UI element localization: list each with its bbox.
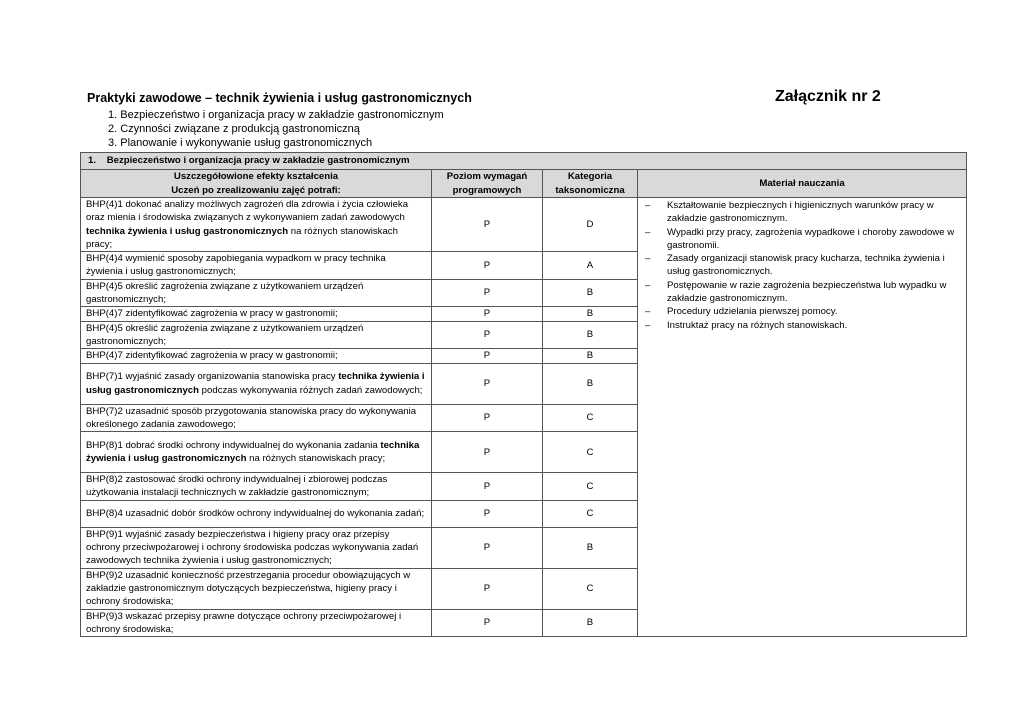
toc-item: 3. Planowanie i wykonywanie usług gastronomicznych <box>108 137 373 150</box>
effect-text-end: na różnych stanowiskach pracy; <box>86 225 398 250</box>
level-cell: P <box>432 473 543 501</box>
col-header-level-line2: programowych <box>452 184 522 196</box>
category-cell: B <box>543 321 638 349</box>
col-header-level <box>432 170 543 198</box>
level-cell: P <box>432 307 543 321</box>
category-cell: A <box>543 252 638 280</box>
effect-text: BHP(7)2 uzasadnić sposób przygotowania stanowiska pracy do wykonywania określonego zadania zawodowego; <box>86 405 417 430</box>
col-header-effects-line2: Uczeń po zrealizowaniu zajęć potrafi: <box>171 184 341 196</box>
material-item: – Wypadki przy pracy, zagrożenia wypadkowe i choroby zawodowe w gastronomii. <box>642 226 962 253</box>
category-cell: D <box>543 198 638 252</box>
level-cell: P <box>432 609 543 637</box>
col-header-material: Materiał nauczania <box>638 170 967 198</box>
material-item: – Instruktaż pracy na różnych stanowiskach. <box>642 319 962 332</box>
col-header-category <box>543 170 638 198</box>
level-cell: P <box>432 252 543 280</box>
material-list <box>642 199 962 332</box>
level-cell: P <box>432 568 543 609</box>
effect-cell <box>81 609 432 637</box>
category-cell: B <box>543 609 638 637</box>
level-cell: P <box>432 363 543 404</box>
effect-cell <box>81 252 432 280</box>
effect-cell <box>81 363 432 404</box>
category-cell: B <box>543 279 638 307</box>
col-header-category-line2: taksonomiczna <box>555 184 625 196</box>
effect-cell <box>81 349 432 363</box>
section-title: Bezpieczeństwo i organizacja pracy w zakładzie gastronomicznym <box>106 155 410 167</box>
category-cell: B <box>543 363 638 404</box>
effect-text-end: na różnych stanowiskach pracy; <box>246 453 386 465</box>
effect-text: BHP(9)3 wskazać przepisy prawne dotyczące ochrony przeciwpożarowej i ochrony środowiska; <box>86 610 402 636</box>
effect-text-bold: technika żywienia i usług gastronomicznych <box>86 225 289 237</box>
col-header-effects-line1: Uszczegółowione efekty kształcenia <box>173 171 339 183</box>
effect-text: BHP(4)5 określić zagrożenia związane z użytkowaniem urządzeń gastronomicznych; <box>86 280 364 306</box>
category-cell: C <box>543 404 638 432</box>
material-item: – Procedury udzielania pierwszej pomocy. <box>642 305 962 318</box>
material-cell <box>638 198 967 637</box>
document-title: Praktyki zawodowe – technik żywienia i usług gastronomicznych <box>87 91 472 105</box>
effect-text: BHP(9)1 wyjaśnić zasady bezpieczeństwa i higieny pracy oraz przepisy ochrony przeciwpożarowej i ochrony środowiska podczas wykonywania zadań zawodowych technika żywienia i usług gastronomicznych; <box>86 528 419 567</box>
category-cell: B <box>543 527 638 568</box>
material-item: – Kształtowanie bezpiecznych i higienicznych warunków pracy w zakładzie gastronomicznym. <box>642 199 962 226</box>
effect-text: BHP(8)4 uzasadnić dobór środków ochrony indywidualnej do wykonania zadań; <box>86 508 425 520</box>
effect-text-end: podczas wykonywania różnych zadań zawodowych; <box>199 384 423 396</box>
effect-text: BHP(7)1 wyjaśnić zasady organizowania stanowiska pracy <box>86 371 339 383</box>
effect-text: BHP(8)2 zastosować środki ochrony indywidualnej i zbiorowej podczas użytkowania instalacji technicznych w zakładzie gastronomicznym; <box>86 474 388 499</box>
category-cell: C <box>543 568 638 609</box>
effect-cell <box>81 568 432 609</box>
level-cell: P <box>432 404 543 432</box>
category-cell: C <box>543 432 638 473</box>
level-cell: P <box>432 279 543 307</box>
section-header-row <box>81 153 967 170</box>
effect-text-bold: technika żywienia i usług gastronomicznych <box>86 439 420 465</box>
col-header-level-line1: Poziom wymagań <box>446 171 528 183</box>
effect-text: BHP(9)2 uzasadnić konieczność przestrzegania procedur obowiązujących w zakładzie gastronomicznym dotyczących bezpieczeństwa, higieny pracy i ochrony środowiska; <box>86 569 411 608</box>
category-cell: C <box>543 500 638 527</box>
category-cell: B <box>543 349 638 363</box>
effect-text-bold: technika żywienia i usług gastronomicznych <box>86 371 425 396</box>
table-of-contents <box>108 108 444 151</box>
curriculum-table <box>80 152 967 637</box>
toc-item: 2. Czynności związane z produkcją gastronomiczną <box>108 123 360 136</box>
category-cell: B <box>543 307 638 321</box>
effect-text: BHP(4)7 zidentyfikować zagrożenia w pracy w gastronomii; <box>86 308 338 320</box>
effect-text: BHP(4)7 zidentyfikować zagrożenia w pracy w gastronomii; <box>86 350 338 362</box>
effect-text: BHP(8)1 dobrać środki ochrony indywidualnej do wykonania zadania <box>86 439 381 451</box>
effect-cell <box>81 307 432 321</box>
annex-label: Załącznik nr 2 <box>775 88 881 105</box>
level-cell: P <box>432 500 543 527</box>
section-title-cell <box>81 153 967 170</box>
level-cell: P <box>432 432 543 473</box>
column-header-row <box>81 170 967 198</box>
effect-cell <box>81 432 432 473</box>
effect-cell <box>81 279 432 307</box>
effect-text: BHP(4)4 wymienić sposoby zapobiegania wypadkom w pracy technika żywienia i usług gastronomicznych; <box>86 253 386 278</box>
section-number: 1. <box>88 155 97 167</box>
level-cell: P <box>432 321 543 349</box>
col-header-category-line1: Kategoria <box>567 171 613 183</box>
effect-text: BHP(4)1 dokonać analizy możliwych zagrożeń dla zdrowia i życia człowieka oraz mienia i środowiska związanych z wykonywaniem zadań zawodowych <box>86 199 409 224</box>
toc-item: 1. Bezpieczeństwo i organizacja pracy w zakładzie gastronomicznym <box>108 109 444 121</box>
table-row <box>81 198 967 252</box>
effect-text: BHP(4)5 określić zagrożenia związane z użytkowaniem urządzeń gastronomicznych; <box>86 322 364 347</box>
effect-cell <box>81 500 432 527</box>
category-cell: C <box>543 473 638 501</box>
effect-cell <box>81 527 432 568</box>
material-item: – Zasady organizacji stanowisk pracy kucharza, technika żywienia i usług gastronomicznych. <box>642 252 962 279</box>
level-cell: P <box>432 349 543 363</box>
effect-cell <box>81 198 432 252</box>
level-cell: P <box>432 198 543 252</box>
effect-cell <box>81 473 432 501</box>
material-item: – Postępowanie w razie zagrożenia bezpieczeństwa lub wypadku w zakładzie gastronomicznym. <box>642 279 962 306</box>
effect-cell <box>81 404 432 432</box>
effect-cell <box>81 321 432 349</box>
level-cell: P <box>432 527 543 568</box>
col-header-effects <box>81 170 432 198</box>
